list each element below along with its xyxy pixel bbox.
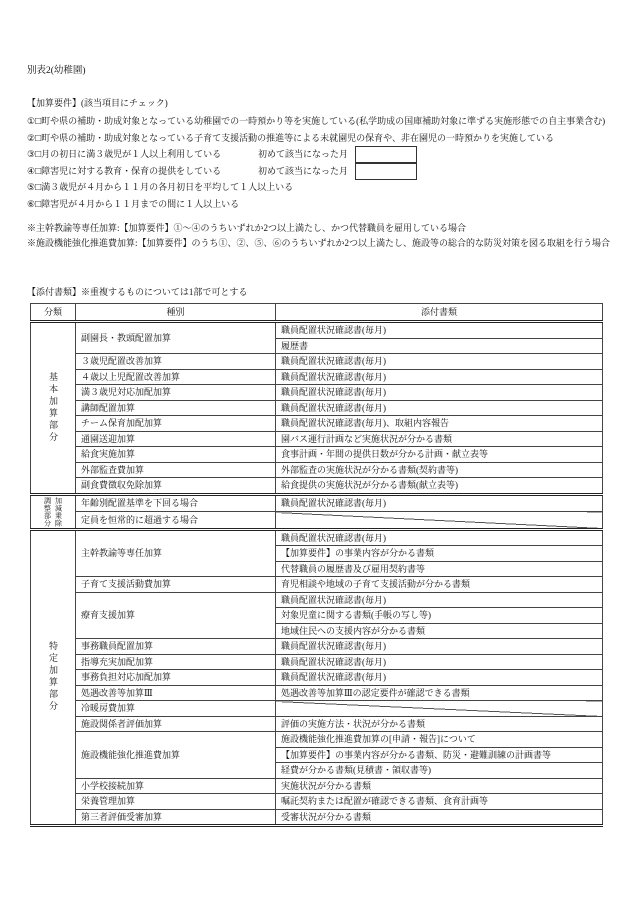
table-row [31,431,603,447]
table-row [31,716,603,732]
item-text: 月の初日に満３歳児が１人以上利用している [41,149,222,159]
checkbox-3[interactable]: □ [35,149,42,160]
doc-cell: 地域住民への支援内容が分かる書類 [276,623,603,639]
category-label: 基本加算部分 [48,371,58,444]
requirement-item-3 [27,146,603,163]
kind-cell: 栄養管理加算 [76,794,276,810]
attachments-table [30,303,603,827]
checkbox-1[interactable]: □ [35,116,42,127]
first-month-input-4[interactable] [355,163,417,180]
table-row [31,462,603,478]
table-row [31,416,603,432]
requirements-heading: 【加算要件】(該当項目にチェック) [27,98,168,108]
doc-cell: 代替職員の履歴書及び雇用契約書等 [276,561,603,577]
doc-cell: 受審状況が分かる書類 [276,809,603,826]
doc-cell: 嘱託契約または配置が確認できる書類、食育計画等 [276,794,603,810]
notes-block [27,221,611,251]
table-row [31,701,603,717]
doc-cell: 食事計画・年間の提供日数が分かる計画・献立表等 [276,447,603,463]
kind-cell: 事務負担対応加配加算 [76,670,276,686]
table-row [31,577,603,593]
table-row [31,639,603,655]
category-label: 特定加算部分 [48,641,58,714]
kind-cell: 給食実施加算 [76,447,276,463]
requirement-item-5 [27,179,603,196]
item-number: ③ [27,149,36,159]
doc-cell: 経費が分かる書類(見積書・領収書等) [276,763,603,779]
table-row [31,732,603,748]
item-number: ⑤ [27,182,36,192]
category-cell [31,322,76,495]
table-row [31,794,603,810]
attachments-heading-label: 【添付書類】 [27,287,82,297]
doc-cell: 施設機能強化推進費加算の[申請・報告]について [276,732,603,748]
attachments-heading-note: ※重複するものについては1部で可とする [81,287,248,297]
checkbox-5[interactable]: □ [35,182,42,193]
kind-cell: 小学校接続加算 [76,778,276,794]
doc-cell: 【加算要件】の事業内容が分かる書類、防災・避難訓練の計画書等 [276,747,603,763]
kind-cell: 指導充実加配加算 [76,654,276,670]
doc-cell: 職員配置状況確認書(毎月) [276,592,603,608]
kind-cell: ３歳児配置改善加算 [76,354,276,370]
kind-cell: 定員を恒常的に超過する場合 [76,512,276,530]
page-title: 別表2(幼稚園) [27,66,86,76]
doc-cell: 給食提供の実施状況が分かる書類(献立表等) [276,478,603,495]
header-category: 分類 [31,304,76,322]
doc-cell: 職員配置状況確認書(毎月) [276,385,603,401]
doc-cell: 評価の実施方法・状況が分かる書類 [276,716,603,732]
kind-cell: 副園長・教頭配置加算 [76,322,276,354]
header-kind: 種別 [76,304,276,322]
table-row [31,447,603,463]
kind-cell: 事務職員配置加算 [76,639,276,655]
table-row [31,478,603,495]
table-header-row [31,304,603,322]
doc-cell: 職員配置状況確認書(毎月) [276,670,603,686]
doc-cell: 職員配置状況確認書(毎月) [276,529,603,546]
doc-cell: 職員配置状況確認書(毎月) [276,322,603,339]
doc-cell: 実施状況が分かる書類 [276,778,603,794]
doc-cell: 対象児童に関する書類(手帳の写し等) [276,608,603,624]
requirement-item-2 [27,130,603,147]
kind-cell: 主幹教諭等専任加算 [76,529,276,577]
item-text: 満３歳児が４月から１１月の各月初日を平均して１人以上いる [41,182,294,192]
doc-cell: 園バス運行計画など実施状況が分かる書類 [276,431,603,447]
category-cell [31,494,76,529]
kind-cell: 満３歳児対応加配加算 [76,385,276,401]
doc-cell: 職員配置状況確認書(毎月) [276,639,603,655]
item-text: 町や県の補助・助成対象となっている幼稚園での一時預かり等を実施している(私学助成の国庫補助対象に準ずる実施形態での自主事業含む) [41,116,606,126]
table-row [31,400,603,416]
item-number: ④ [27,165,36,176]
item-text: 障害児が４月から１１月までの間に１人以上いる [41,198,240,209]
doc-cell: 外部監査の実施状況が分かる書類(契約書等) [276,462,603,478]
item-number: ⑥ [27,198,36,209]
kind-cell: 施設機能強化推進費加算 [76,732,276,779]
table-row [31,512,603,530]
kind-cell: 療育支援加算 [76,592,276,639]
doc-cell: 職員配置状況確認書(毎月)、取組内容報告 [276,416,603,432]
doc-cell: 職員配置状況確認書(毎月) [276,400,603,416]
doc-cell-na [276,512,603,530]
table-row [31,670,603,686]
item-number: ① [27,116,36,126]
requirement-item-4 [27,163,603,180]
table-row [31,685,603,701]
checkbox-6[interactable]: □ [35,198,42,210]
item-number: ② [27,132,36,143]
item-text: 障害児に対する教育・保育の提供をしている [41,165,222,176]
kind-cell: 講師配置加算 [76,400,276,416]
kind-cell: 子育て支援活動費加算 [76,577,276,593]
table-row [31,385,603,401]
table-row [31,354,603,370]
category-label: 加減乗除 [54,496,63,527]
first-month-input-3[interactable] [355,146,417,163]
kind-cell: 冷暖房費加算 [76,701,276,717]
first-month-label-4: 初めて該当になった月 [258,165,349,176]
kind-cell: 通園送迎加算 [76,431,276,447]
first-month-label-3: 初めて該当になった月 [258,149,349,159]
doc-cell: 職員配置状況確認書(毎月) [276,369,603,385]
table-row [31,529,603,546]
note-facility-reinforcement: ※施設機能強化推進費加算:【加算要件】のうち①、②、⑤、⑥のうちいずれか2つ以上満たし、施設等の総合的な防災対策を図る取組を行う場合 [27,238,611,248]
kind-cell: ４歳以上児配置改善加算 [76,369,276,385]
table-row [31,592,603,608]
table-row [31,654,603,670]
category-cell [31,529,76,826]
attachments-heading [27,285,603,298]
doc-cell: 育児相談や地域の子育て支援活動が分かる書類 [276,577,603,593]
doc-cell: 履歴書 [276,338,603,354]
note-senior-teacher: ※主幹教諭等専任加算:【加算要件】①〜④のうちいずれか2つ以上満たし、かつ代替職員を雇用している場合 [27,223,467,233]
header-doc: 添付書類 [276,304,603,322]
kind-cell: チーム保育加配加算 [76,416,276,432]
requirement-item-6 [27,196,603,213]
table-row [31,322,603,339]
table-row [31,778,603,794]
kind-cell: 処遇改善等加算Ⅲ [76,685,276,701]
kind-cell: 副食費徴収免除加算 [76,478,276,495]
requirements-list [27,113,606,212]
doc-cell: 職員配置状況確認書(毎月) [276,654,603,670]
kind-cell: 外部監査費加算 [76,462,276,478]
kind-cell: 第三者評価受審加算 [76,809,276,826]
doc-cell: 処遇改善等加算Ⅲの認定要件が確認できる書類 [276,685,603,701]
item-text: 町や県の補助・助成対象となっている子育て支援活動の推進等による未就園児の保育や、非在園児の一時預かりを実施している [41,132,554,143]
kind-cell: 施設関係者評価加算 [76,716,276,732]
checkbox-2[interactable]: □ [35,132,42,144]
doc-cell-na [276,701,603,717]
table-row [31,369,603,385]
table-row [31,494,603,512]
requirement-item-1 [27,113,606,130]
doc-cell: 【加算要件】の事業内容が分かる書類 [276,546,603,562]
kind-cell: 年齢別配置基準を下回る場合 [76,494,276,512]
doc-cell: 職員配置状況確認書(毎月) [276,494,603,512]
category-label: 調整部分 [43,496,52,527]
table-row [31,809,603,826]
doc-cell: 職員配置状況確認書(毎月) [276,354,603,370]
checkbox-4[interactable]: □ [35,165,42,177]
